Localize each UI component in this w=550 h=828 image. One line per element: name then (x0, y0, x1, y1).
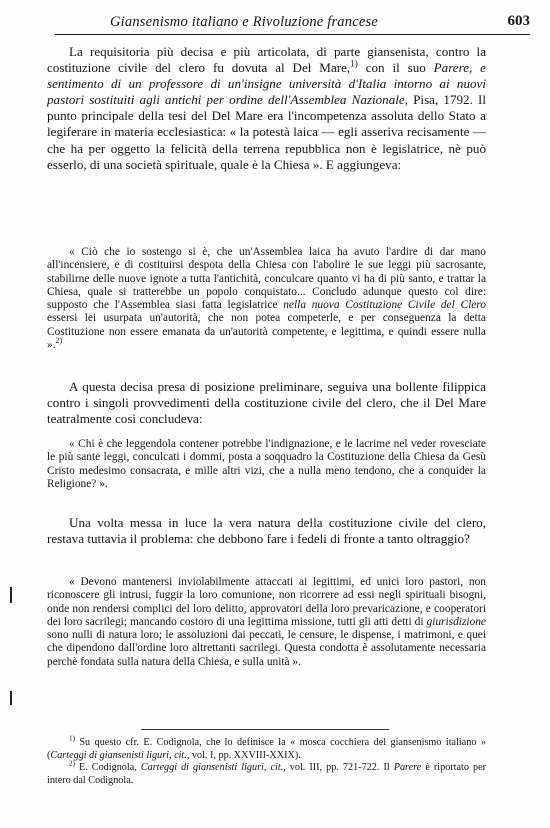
quote-3-text-b: sono nulli di natura loro; le assoluzioni dai peccati, le censure, le dispense, i matrimoni, e quei che dipendono dall'ordine loro altrettanti sacrilegi. Questa condotta è assolutamente necessaria perchè fondata sulla natura della Chiesa, e sulla unità ». (47, 629, 486, 668)
quote-1 (47, 246, 486, 352)
footnote-1-italic: Carteggi di giansenisti liguri, cit. (50, 749, 187, 761)
running-title: Giansenismo italiano e Rivoluzione francese (110, 14, 378, 30)
footnote-2-text-a: E. Codignola, (74, 762, 141, 773)
footnote-2-italic: Carteggi di giansenisti liguri, cit. (140, 762, 284, 773)
running-header (55, 10, 530, 35)
paragraph-1 (47, 44, 486, 173)
margin-mark (10, 587, 12, 603)
footnote-2-italic-2: Parere (393, 762, 422, 773)
paragraph-2: A questa decisa presa di posizione preliminare, seguiva una bollente filippica contro i singoli provvedimenti della costituzione civile del clero, che il Del Mare teatralmente così concludeva: (47, 379, 486, 427)
quote-3 (47, 576, 486, 669)
footnote-divider (141, 729, 389, 730)
margin-mark (10, 691, 12, 705)
footnote-2 (47, 759, 487, 787)
quote-3-italic: giurisdizione (426, 615, 486, 628)
paragraph-1-text-a: La requisitoria più decisa e più articolata, di parte giansenista, contro la costituzione civile del clero fu dovuta al Del Mare, (47, 44, 486, 76)
footnote-2-text-c: è riportato per intero dal Codignola. (47, 762, 487, 786)
quote-1-text-a: « Ciò che io sostengo si è, che un'Assemblea laica ha avuto l'ardire di dar mano all'incensiere, e di costituirsi despota della Chiesa con l'abolire le sue leggi più sacrosante, stabilirne delle nuove ignote a tutta l'antichità, conculcare quanto vi ha di più santo, e trattar la Chiesa, quale si tratterebbe un popolo conquistato... Concludo adunque questo col dire: supposto che l'Assemblea siasi fatta legislatrice (47, 246, 486, 312)
footnote-1-number: 1) (69, 734, 75, 743)
paragraph-3: Una volta messa in luce la vera natura della costituzione civile del clero, restava tuttavia il problema: che debbono fare i fedeli di fronte a tanto oltraggio? (47, 515, 486, 547)
footnote-ref-2: 2) (55, 336, 63, 346)
quote-1-italic: nella nuova Costituzione Civile del Clero (283, 299, 486, 312)
quote-1-text-b: essersi lei usurpata un'autorità, che non potea competerle, e per conseguenza la detta Costituzione non essere emanata da un'autorità competente, e legittima, e quindi essere nulla ». (47, 312, 486, 352)
quote-2: « Chi è che leggendola contener potrebbe l'indignazione, e le lacrime nel veder rovesciate le più sante leggi, conculcati i dommi, posta a soqquadro la Costituzione della Chiesa da Gesù Cristo medesimo consacrata, e mille altri vizi, che a nulla meno tendono, che a conquider la Religione? ». (47, 438, 486, 490)
footnote-ref-1: 1) (350, 58, 358, 69)
footnotes (47, 734, 487, 787)
quote-3-text-a: « Devono mantenersi inviolabilmente attaccati ai legittimi, ed unici loro pastori, non riconoscere gli intrusi, fuggir la loro comunione, non ricorrere ad essi negli spirituali bisogni, onde non rendersi complici del loro delitto, approvatori della loro prevaricazione, e cooperatori dei loro sacrilegi; mancando costoro di una legittima missione, tutti gli atti detti di (47, 576, 486, 628)
paragraph-1-text-c: , Pisa, 1792. Il punto principale della tesi del Del Mare era l'incompetenza assoluta dello Stato a legiferare in materia ecclesiastica: « la potestà laica — egli asseriva recisamente — che ha per oggetto la felicità della terrena repubblica non è legislatrice, nè può esserlo, di una società spirituale, quale è la Chiesa ». E aggiungeva: (47, 92, 487, 172)
paragraph-1-text-b: con il suo (357, 60, 434, 76)
footnote-2-text-b: , vol. III, pp. 721-722. Il (283, 762, 394, 773)
parere-title: Parere, e sentimento di un professore di un'insigne università d'Italia intorno ai nuovi pastori sostituiti agli antichi per ordine dell'Assemblea Nazionale (47, 60, 486, 108)
page-number: 603 (507, 13, 530, 29)
footnote-1-text-b: , vol. I, pp. XXVIII-XXIX). (186, 749, 301, 761)
footnote-1-text-a: Su questo cfr. E. Codignola, che lo definisce la « mosca cocchiera del giansenismo italiano » ( (47, 737, 486, 761)
footnote-1 (47, 734, 486, 762)
footnote-2-number: 2) (69, 759, 75, 768)
